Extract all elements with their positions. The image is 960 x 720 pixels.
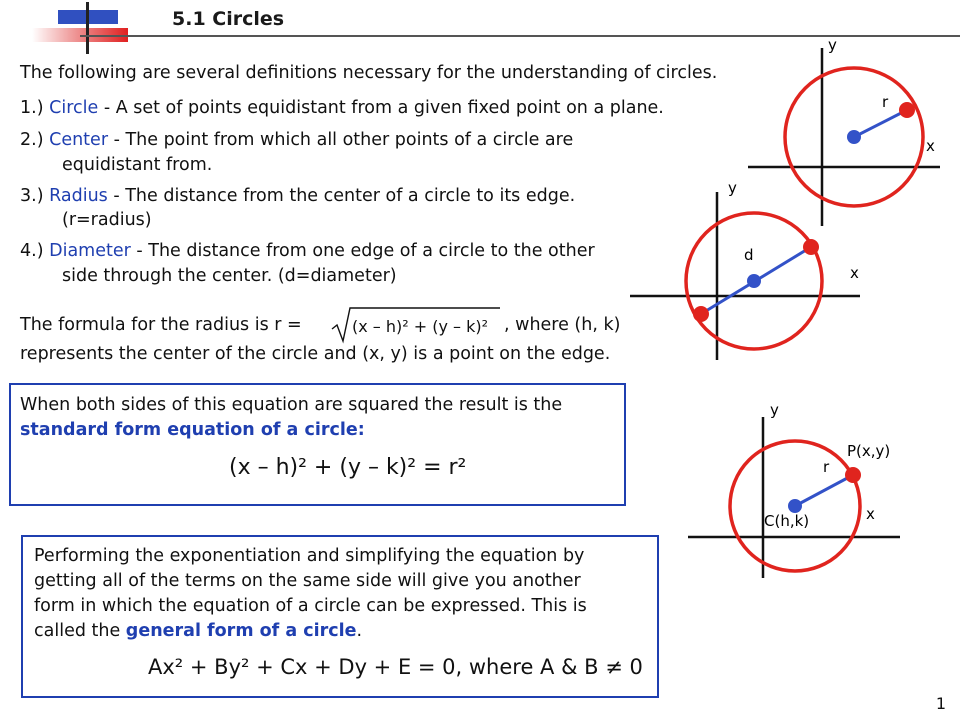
x-axis-label: x — [850, 264, 859, 282]
edge-point — [899, 102, 915, 118]
definition-number: 1.) — [20, 98, 44, 118]
general-form-text-4 — [34, 621, 362, 641]
x-axis-label: x — [866, 505, 875, 523]
definition-term: Diameter — [49, 241, 131, 261]
general-form-text-1: Performing the exponentiation and simplifying the equation by — [34, 546, 585, 566]
y-axis-label: y — [770, 401, 779, 419]
definition-text: - The distance from one edge of a circle to the other — [130, 241, 595, 261]
definition-3 — [20, 186, 575, 206]
general-form-equation: Ax² + By² + Cx + Dy + E = 0, where A & B ≠ 0 — [148, 655, 643, 679]
definition-text: - A set of points equidistant from a given fixed point on a plane. — [98, 98, 664, 118]
definition-term: Radius — [49, 186, 108, 206]
standard-form-box — [9, 383, 626, 506]
definition-number: 4.) — [20, 241, 44, 261]
y-axis-label: y — [728, 179, 737, 197]
standard-form-equation: (x – h)² + (y – k)² = r² — [229, 455, 467, 480]
radius-formula-expression: (x – h)² + (y – k)² — [352, 317, 489, 336]
general-form-term: general form of a circle — [125, 621, 357, 641]
radius-line — [854, 110, 907, 137]
y-axis-label: y — [828, 36, 837, 54]
radius-label: r — [823, 458, 830, 476]
center-point — [747, 274, 761, 288]
definition-text: - The point from which all other points of a circle are — [108, 130, 574, 150]
header-decoration — [0, 0, 140, 60]
general-form-text-4-post: . — [356, 621, 363, 641]
radius-formula-lead: The formula for the radius is r = — [20, 315, 302, 335]
radius-line — [795, 475, 853, 506]
general-form-box — [21, 535, 659, 698]
definition-2-continued: equidistant from. — [62, 155, 213, 175]
definition-1 — [20, 98, 664, 118]
definition-term: Center — [49, 130, 109, 150]
edge-point — [693, 306, 709, 322]
general-form-text-4-pre: called the — [34, 621, 126, 641]
radius-formula-explanation: represents the center of the circle and (x, y) is a point on the edge. — [20, 344, 611, 364]
definition-4-continued: side through the center. (d=diameter) — [62, 266, 397, 286]
standard-form-text: When both sides of this equation are squared the result is the — [20, 395, 563, 415]
page-number: 1 — [935, 694, 946, 713]
standard-form-diagram — [680, 395, 920, 580]
definition-4 — [20, 241, 595, 261]
x-axis-label: x — [926, 137, 935, 155]
definition-text: - The distance from the center of a circle to its edge. — [107, 186, 576, 206]
standard-form-heading: standard form equation of a circle: — [20, 420, 365, 440]
page-title: 5.1 Circles — [172, 8, 285, 30]
definition-2 — [20, 130, 573, 150]
general-form-text-3: form in which the equation of a circle can be expressed. This is — [34, 596, 587, 616]
definition-term: Circle — [49, 98, 99, 118]
center-point — [847, 130, 861, 144]
radius-formula — [330, 305, 502, 345]
definition-number: 2.) — [20, 130, 44, 150]
radius-formula-tail: , where (h, k) — [504, 315, 621, 335]
radius-label: r — [882, 93, 889, 111]
center-label: C(h,k) — [764, 512, 810, 530]
definition-number: 3.) — [20, 186, 44, 206]
center-point — [788, 499, 802, 513]
general-form-text-2: getting all of the terms on the same side will give you another — [34, 571, 581, 591]
diameter-diagram — [620, 170, 880, 370]
edge-point — [845, 467, 861, 483]
intro-text: The following are several definitions necessary for the understanding of circles. — [20, 63, 718, 83]
point-label: P(x,y) — [847, 442, 891, 460]
diameter-label: d — [744, 246, 754, 264]
definition-3-continued: (r=radius) — [62, 210, 152, 230]
edge-point — [803, 239, 819, 255]
